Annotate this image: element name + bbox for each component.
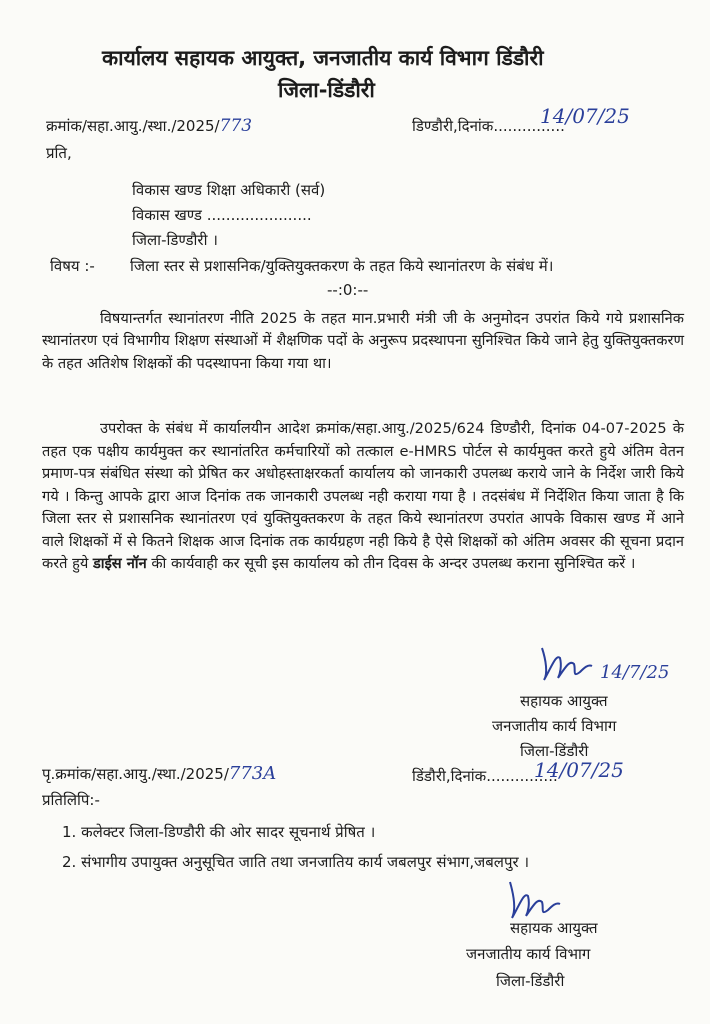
endorsement-number-label: पृ.क्रमांक/सहा.आयु./स्था./2025/ bbox=[42, 765, 229, 783]
signature-1-district: जिला-डिंडौरी bbox=[520, 742, 589, 760]
subject-label: विषय :- bbox=[50, 257, 95, 275]
copy-item-1: 1. कलेक्टर जिला-डिण्डौरी की ओर सादर सूचनार्थ प्रेषित । bbox=[62, 823, 376, 841]
endorsement-number-handwritten: 773A bbox=[228, 763, 277, 784]
signature-1-date: 14/7/25 bbox=[600, 662, 670, 683]
body-paragraph-2-end: की कार्यवाही कर सूची इस कार्यालय को तीन दिवस के अन्दर उपलब्ध कराना सुनिश्चित करें । bbox=[151, 555, 636, 572]
body-paragraph-2 bbox=[42, 418, 684, 576]
body-paragraph-2-text: उपरोक्त के संबंध में कार्यालयीन आदेश क्रमांक/सहा.आयु./2025/624 डिण्डौरी, दिनांक 04-07-2025 के तहत एक पक्षीय कार्यमुक्त कर स्थानांतरित कर्मचारियों को तत्काल e-HMRS पोर्टल से कार्यमुक्त करते हुये अंतिम वेतन प्रमाण-पत्र संबंधित संस्था को प्रेषित कर अधोहस्ताक्षरकर्ता कार्यालय को जानकारी उपलब्ध कराये जाने के निर्देश जारी किये गये । किन्तु आपके द्वारा आज दिनांक तक जानकारी उपलब्ध नही कराया गया है । तदसंबंध में निर्देशित किया जाता है कि जिला स्तर से प्रशासनिक स्थानांतरण एवं युक्तियुक्तकरण के तहत किये स्थानांतरण उपरांत आपके विकास खण्ड में आने वाले शिक्षकों में से कितने शिक्षक आज दिनांक तक कार्यग्रहण नही किये है ऐसे शिक्षकों को अंतिम अवसर की सूचना प्रदान करते हुये bbox=[42, 420, 684, 572]
signature-2-department: जनजातीय कार्य विभाग bbox=[466, 945, 591, 963]
reference-number bbox=[46, 116, 252, 136]
reference-number-handwritten: 773 bbox=[219, 116, 253, 136]
recipient-line-1: विकास खण्ड शिक्षा अधिकारी (सर्व) bbox=[132, 181, 326, 199]
endorsement-date-handwritten: 14/07/25 bbox=[534, 758, 624, 782]
reference-date-handwritten: 14/07/25 bbox=[540, 104, 630, 128]
copy-item-2: 2. संभागीय उपायुक्त अनुसूचित जाति तथा जनजातिय कार्य जबलपुर संभाग,जबलपुर । bbox=[62, 853, 530, 871]
copy-label: प्रतिलिपि:- bbox=[42, 791, 100, 809]
recipient-line-2: विकास खण्ड ...................... bbox=[132, 206, 312, 224]
reference-number-label: क्रमांक/सहा.आयु./स्था./2025/ bbox=[46, 117, 220, 135]
signature-2-designation: सहायक आयुक्त bbox=[510, 919, 598, 937]
dies-non-emphasis: डाईस नॉन bbox=[93, 555, 147, 572]
endorsement-number bbox=[42, 764, 276, 784]
office-title: कार्यालय सहायक आयुक्त, जनजातीय कार्य विभाग डिंडौरी bbox=[102, 46, 544, 70]
endorsement-place-date-label: डिंडौरी,दिनांक bbox=[412, 767, 487, 785]
body-paragraph-1 bbox=[42, 308, 684, 375]
office-district: जिला-डिंडौरी bbox=[278, 78, 375, 102]
prati-label: प्रति, bbox=[46, 144, 72, 162]
signature-1-designation: सहायक आयुक्त bbox=[520, 692, 608, 710]
body-paragraph-1-text: विषयान्तर्गत स्थानांतरण नीति 2025 के तहत मान.प्रभारी मंत्री जी के अनुमोदन उपरांत किये गये प्रशासनिक स्थानांतरण एवं विभागीय शिक्षण संस्थाओं में शैक्षणिक पदों के अनुरूप प्रदस्थापना सुनिश्चित किये जाने हेतु युक्तियुक्तकरण के तहत अतिशेष शिक्षकों की पदस्थापना किया गया था। bbox=[42, 310, 684, 372]
subject-text: जिला स्तर से प्रशासनिक/युक्तियुक्तकरण के तहत किये स्थानांतरण के संबंध में। bbox=[130, 257, 554, 275]
signature-2-district: जिला-डिंडौरी bbox=[496, 972, 565, 990]
signature-1-scribble bbox=[536, 640, 596, 688]
subject-separator: --:0:-- bbox=[327, 281, 369, 299]
date-dots: ............... bbox=[493, 117, 565, 135]
reference-place-date-label: डिण्डौरी,दिनांक bbox=[412, 117, 494, 135]
signature-1-department: जनजातीय कार्य विभाग bbox=[492, 717, 617, 735]
endorsement-date-dots: ............... bbox=[486, 767, 558, 785]
recipient-line-3: जिला-डिण्डौरी । bbox=[132, 231, 218, 249]
